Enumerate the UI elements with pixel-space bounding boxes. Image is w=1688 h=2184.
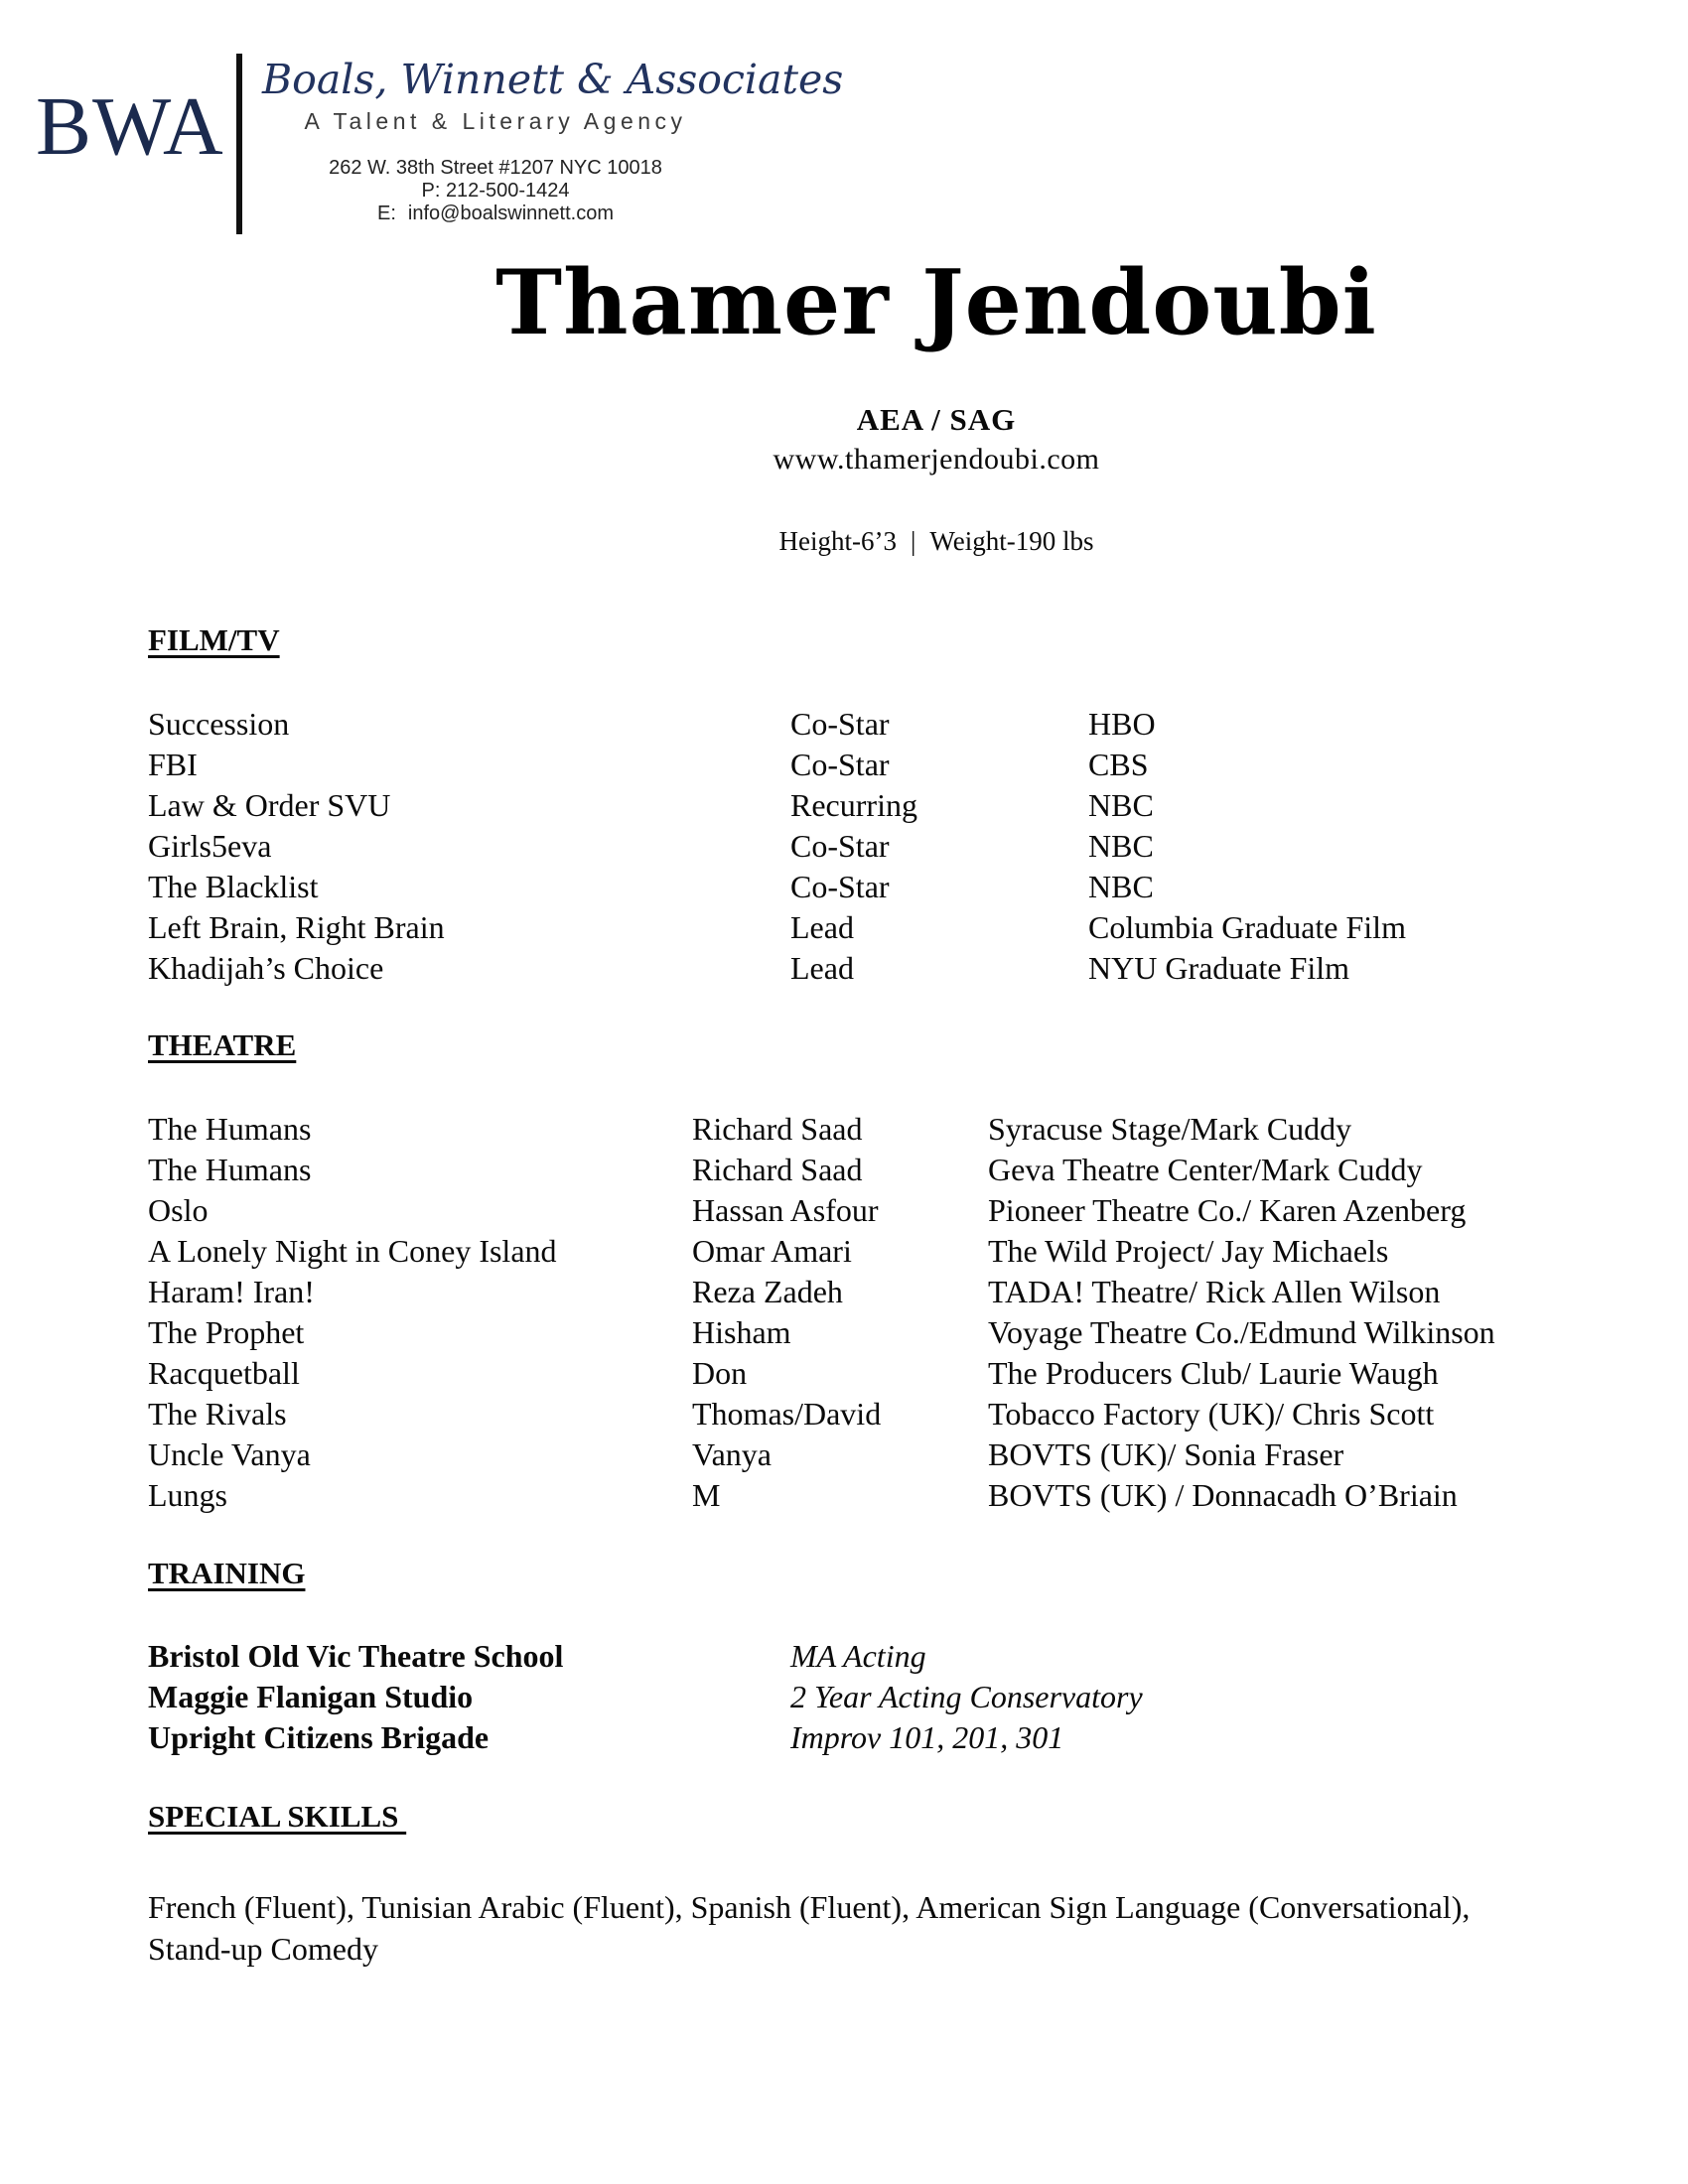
credit-title: FBI: [148, 747, 198, 782]
credit-company: CBS: [1088, 747, 1149, 782]
theatre-credit-row: [0, 1312, 1688, 1353]
credit-role: Lead: [790, 909, 854, 945]
physical-stats: [0, 524, 1688, 558]
film-credit-row: [0, 948, 1688, 989]
credit-title: A Lonely Night in Coney Island: [148, 1233, 557, 1269]
credit-title: The Prophet: [148, 1314, 305, 1350]
training-row: [0, 1717, 1688, 1758]
credit-company: NYU Graduate Film: [1088, 950, 1350, 986]
credit-company: TADA! Theatre/ Rick Allen Wilson: [988, 1274, 1441, 1309]
credit-title: Uncle Vanya: [148, 1436, 311, 1472]
credit-title: Law & Order SVU: [148, 787, 391, 823]
website-link[interactable]: www.thamerjendoubi.com: [773, 443, 1100, 476]
special-skills-heading: SPECIAL SKILLS: [148, 1799, 407, 1834]
theatre-credit-row: [0, 1394, 1688, 1434]
credit-company: Columbia Graduate Film: [1088, 909, 1406, 945]
stats-separator: |: [911, 526, 916, 556]
film-credit-row: [0, 826, 1688, 867]
credit-role: Reza Zadeh: [692, 1274, 843, 1309]
theatre-heading: THEATRE: [148, 1027, 297, 1062]
credit-company: Syracuse Stage/Mark Cuddy: [988, 1111, 1352, 1147]
theatre-credit-row: [0, 1190, 1688, 1231]
credit-title: Girls5eva: [148, 828, 272, 864]
credit-title: Lungs: [148, 1477, 227, 1513]
theatre-credit-row: [0, 1434, 1688, 1475]
credit-company: BOVTS (UK) / Donnacadh O’Briain: [988, 1477, 1458, 1513]
special-skills-text: French (Fluent), Tunisian Arabic (Fluent), Spanish (Fluent), American Sign Language (Conversational), Stand-up Comedy: [148, 1889, 1471, 1967]
credit-role: Co-Star: [790, 747, 890, 782]
credit-company: NBC: [1088, 828, 1154, 864]
agency-tagline: A Talent & Literary Agency: [304, 108, 687, 134]
credit-title: Haram! Iran!: [148, 1274, 315, 1309]
performer-name: Thamer Jendoubi: [495, 250, 1377, 355]
training-program: MA Acting: [790, 1638, 926, 1674]
credit-role: Thomas/David: [692, 1396, 882, 1432]
credit-title: The Rivals: [148, 1396, 287, 1432]
credit-title: The Humans: [148, 1111, 312, 1147]
credit-role: Recurring: [790, 787, 917, 823]
credit-role: Co-Star: [790, 869, 890, 904]
credit-role: Lead: [790, 950, 854, 986]
weight-stat: Weight-190 lbs: [929, 526, 1094, 556]
theatre-credit-row: [0, 1475, 1688, 1516]
agency-name: Boals, Winnett & Associates: [262, 56, 844, 103]
film-credit-row: [0, 867, 1688, 907]
credit-company: NBC: [1088, 787, 1154, 823]
credit-company: The Wild Project/ Jay Michaels: [988, 1233, 1389, 1269]
credit-role: Hassan Asfour: [692, 1192, 879, 1228]
credit-title: Khadijah’s Choice: [148, 950, 384, 986]
credit-company: Tobacco Factory (UK)/ Chris Scott: [988, 1396, 1435, 1432]
credit-title: Oslo: [148, 1192, 209, 1228]
credit-title: Succession: [148, 706, 290, 742]
theatre-credit-row: [0, 1150, 1688, 1190]
credit-company: Voyage Theatre Co./Edmund Wilkinson: [988, 1314, 1495, 1350]
credit-role: Co-Star: [790, 828, 890, 864]
film-tv-heading: FILM/TV: [148, 622, 280, 657]
union-affiliations: AEA / SAG: [856, 402, 1017, 437]
film-credit-row: [0, 907, 1688, 948]
height-stat: Height-6’3: [778, 526, 897, 556]
credit-role: Co-Star: [790, 706, 890, 742]
credit-title: Racquetball: [148, 1355, 300, 1391]
credit-company: The Producers Club/ Laurie Waugh: [988, 1355, 1439, 1391]
credit-company: Geva Theatre Center/Mark Cuddy: [988, 1152, 1423, 1187]
training-school: Upright Citizens Brigade: [148, 1719, 490, 1755]
credit-role: M: [692, 1477, 721, 1513]
training-school: Bristol Old Vic Theatre School: [148, 1638, 564, 1674]
training-heading: TRAINING: [148, 1556, 306, 1590]
film-credit-row: [0, 704, 1688, 745]
theatre-credit-row: [0, 1272, 1688, 1312]
credit-title: The Blacklist: [148, 869, 319, 904]
credit-role: Omar Amari: [692, 1233, 852, 1269]
theatre-credit-row: [0, 1353, 1688, 1394]
credit-title: The Humans: [148, 1152, 312, 1187]
credit-role: Vanya: [692, 1436, 772, 1472]
theatre-credit-row: [0, 1109, 1688, 1150]
agency-address: 262 W. 38th Street #1207 NYC 10018: [329, 157, 662, 179]
theatre-credit-row: [0, 1231, 1688, 1272]
credit-role: Richard Saad: [692, 1152, 863, 1187]
credit-company: NBC: [1088, 869, 1154, 904]
film-credit-row: [0, 785, 1688, 826]
agency-email-label: E:: [377, 203, 396, 224]
credit-role: Hisham: [692, 1314, 791, 1350]
agency-logo-mark: BWA: [36, 80, 224, 173]
film-credit-row: [0, 745, 1688, 785]
training-row: [0, 1677, 1688, 1717]
training-row: [0, 1636, 1688, 1677]
credit-company: Pioneer Theatre Co./ Karen Azenberg: [988, 1192, 1467, 1228]
agency-divider: [236, 54, 242, 234]
credit-company: HBO: [1088, 706, 1156, 742]
credit-company: BOVTS (UK)/ Sonia Fraser: [988, 1436, 1344, 1472]
agency-email-line: [262, 203, 729, 225]
agency-phone: P: 212-500-1424: [421, 180, 570, 202]
training-school: Maggie Flanigan Studio: [148, 1679, 474, 1714]
training-program: Improv 101, 201, 301: [790, 1719, 1064, 1755]
credit-role: Richard Saad: [692, 1111, 863, 1147]
credit-role: Don: [692, 1355, 748, 1391]
agency-email[interactable]: info@boalswinnett.com: [407, 203, 614, 224]
credit-title: Left Brain, Right Brain: [148, 909, 445, 945]
training-program: 2 Year Acting Conservatory: [790, 1679, 1143, 1714]
agency-contact: [262, 157, 729, 225]
